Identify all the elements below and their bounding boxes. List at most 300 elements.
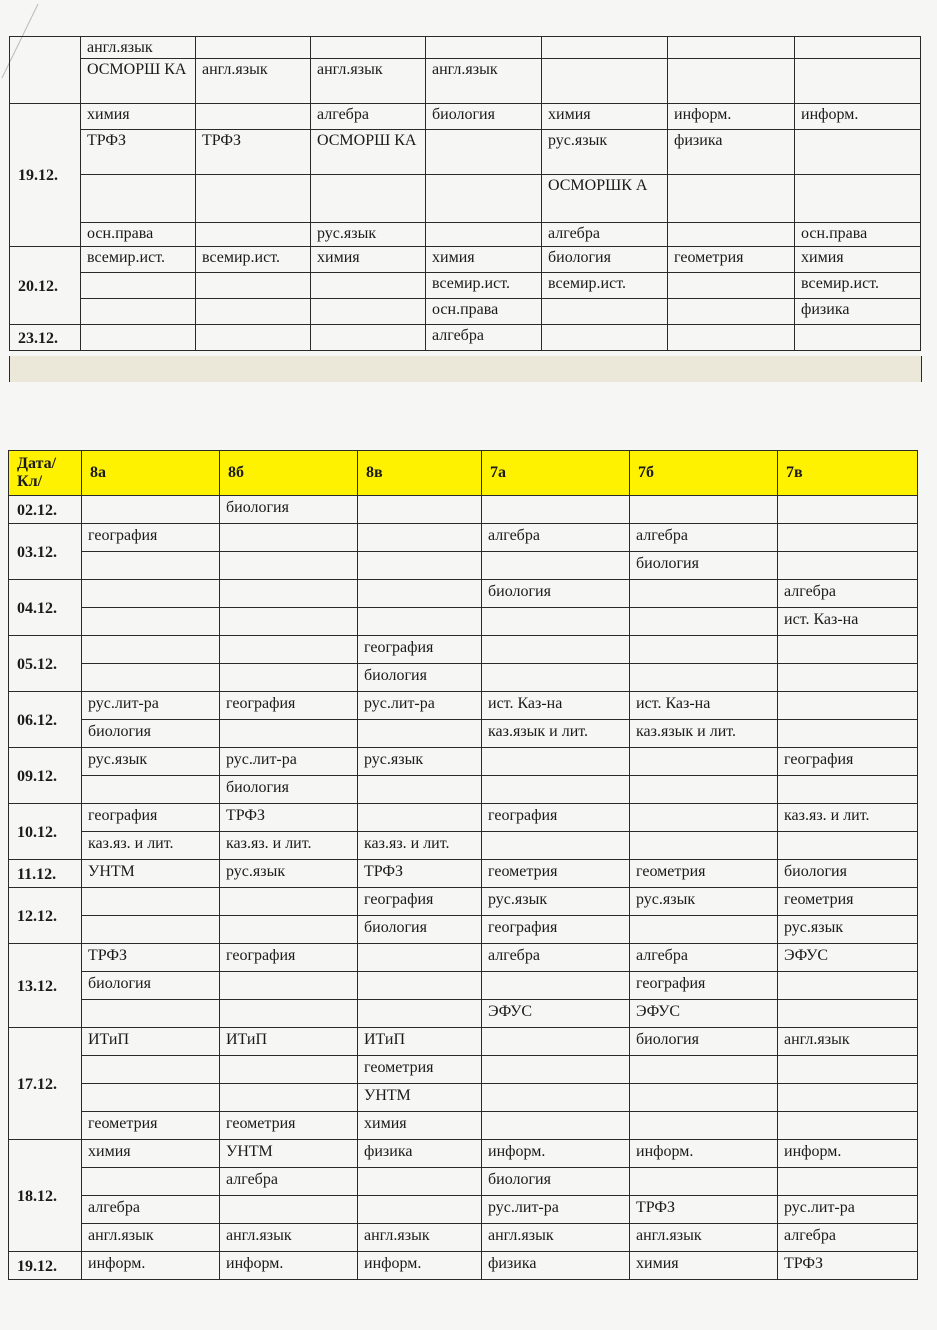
subject-cell: химия (311, 247, 426, 273)
table-row (9, 1252, 918, 1280)
subject-cell: алгебра (482, 944, 630, 972)
subject-cell (196, 104, 311, 130)
table-row (9, 1084, 918, 1112)
table-bottom-band (9, 356, 922, 382)
table-row (9, 1000, 918, 1028)
subject-cell (630, 496, 778, 524)
subject-cell: алгебра (311, 104, 426, 130)
subject-cell (82, 888, 220, 916)
table-row (9, 776, 918, 804)
subject-cell (358, 776, 482, 804)
subject-cell: геометрия (358, 1056, 482, 1084)
subject-cell (358, 720, 482, 748)
table-row (9, 496, 918, 524)
subject-cell: всемир.ист. (542, 273, 668, 299)
subject-cell (82, 916, 220, 944)
header-class-8b: 8б (220, 451, 358, 496)
subject-cell (778, 552, 918, 580)
subject-cell: геометрия (668, 247, 795, 273)
subject-cell (196, 273, 311, 299)
header-class-7a: 7а (482, 451, 630, 496)
subject-cell (82, 608, 220, 636)
subject-cell (482, 552, 630, 580)
subject-cell (482, 972, 630, 1000)
date-cell: 02.12. (9, 496, 82, 524)
table-row (10, 299, 921, 325)
subject-cell (220, 888, 358, 916)
date-cell: 10.12. (9, 804, 82, 860)
subject-cell: алгебра (630, 944, 778, 972)
subject-cell (220, 524, 358, 552)
subject-cell: рус.язык (311, 223, 426, 247)
subject-cell (81, 175, 196, 223)
subject-cell (358, 1196, 482, 1224)
subject-cell (220, 580, 358, 608)
date-cell: 18.12. (9, 1140, 82, 1252)
subject-cell (358, 972, 482, 1000)
date-cell: 20.12. (10, 247, 81, 325)
subject-cell (668, 223, 795, 247)
subject-cell: география (358, 636, 482, 664)
subject-cell (82, 1056, 220, 1084)
date-cell: 11.12. (9, 860, 82, 888)
subject-cell (778, 832, 918, 860)
subject-cell (196, 37, 311, 59)
subject-cell: ист. Каз-на (630, 692, 778, 720)
subject-cell: рус.язык (542, 130, 668, 175)
subject-cell: ТРФЗ (81, 130, 196, 175)
subject-cell: химия (82, 1140, 220, 1168)
subject-cell: геометрия (630, 860, 778, 888)
subject-cell (542, 59, 668, 104)
subject-cell (630, 1084, 778, 1112)
subject-cell (630, 664, 778, 692)
subject-cell: химия (795, 247, 921, 273)
subject-cell (778, 1056, 918, 1084)
subject-cell (196, 299, 311, 325)
subject-cell (81, 273, 196, 299)
subject-cell: англ.язык (426, 59, 542, 104)
header-class-8a: 8а (82, 451, 220, 496)
subject-cell: информ. (778, 1140, 918, 1168)
subject-cell (358, 804, 482, 832)
subject-cell (795, 59, 921, 104)
subject-cell (630, 636, 778, 664)
table-row (9, 748, 918, 776)
subject-cell (82, 552, 220, 580)
subject-cell: осн.права (795, 223, 921, 247)
subject-cell (220, 1000, 358, 1028)
table-row (9, 972, 918, 1000)
subject-cell: ист. Каз-на (778, 608, 918, 636)
subject-cell (358, 944, 482, 972)
subject-cell: география (482, 916, 630, 944)
subject-cell: биология (82, 720, 220, 748)
table-row (10, 175, 921, 223)
subject-cell: англ.язык (630, 1224, 778, 1252)
subject-cell (81, 299, 196, 325)
subject-cell: рус.язык (220, 860, 358, 888)
date-cell: 04.12. (9, 580, 82, 636)
subject-cell: химия (81, 104, 196, 130)
subject-cell (795, 130, 921, 175)
subject-cell (196, 175, 311, 223)
subject-cell: англ.язык (778, 1028, 918, 1056)
subject-cell (482, 664, 630, 692)
subject-cell: алгебра (482, 524, 630, 552)
subject-cell (778, 1084, 918, 1112)
subject-cell: геометрия (220, 1112, 358, 1140)
table-row (10, 130, 921, 175)
subject-cell: каз.яз. и лит. (220, 832, 358, 860)
subject-cell: ТРФЗ (82, 944, 220, 972)
subject-cell (220, 720, 358, 748)
date-cell: 23.12. (10, 325, 81, 351)
subject-cell: биология (82, 972, 220, 1000)
subject-cell: география (220, 944, 358, 972)
subject-cell (778, 692, 918, 720)
subject-cell: ист. Каз-на (482, 692, 630, 720)
table-row (9, 720, 918, 748)
table-row (10, 37, 921, 59)
subject-cell: биология (426, 104, 542, 130)
subject-cell (778, 524, 918, 552)
subject-cell: информ. (220, 1252, 358, 1280)
table-row (9, 1168, 918, 1196)
subject-cell: ЭФУС (482, 1000, 630, 1028)
subject-cell (795, 325, 921, 351)
date-cell: 05.12. (9, 636, 82, 692)
subject-cell: УНТМ (82, 860, 220, 888)
subject-cell: география (82, 524, 220, 552)
subject-cell (630, 1168, 778, 1196)
date-cell: 19.12. (9, 1252, 82, 1280)
subject-cell (426, 37, 542, 59)
header-class-8v: 8в (358, 451, 482, 496)
subject-cell: геометрия (82, 1112, 220, 1140)
subject-cell: каз.яз. и лит. (778, 804, 918, 832)
subject-cell: физика (482, 1252, 630, 1280)
subject-cell: рус.язык (82, 748, 220, 776)
schedule-table-top (9, 36, 921, 351)
subject-cell (542, 325, 668, 351)
table-row (9, 692, 918, 720)
subject-cell (778, 496, 918, 524)
subject-cell (311, 175, 426, 223)
subject-cell: ТРФЗ (358, 860, 482, 888)
subject-cell: география (82, 804, 220, 832)
table-row (9, 916, 918, 944)
subject-cell: алгебра (220, 1168, 358, 1196)
subject-cell: рус.язык (482, 888, 630, 916)
subject-cell (220, 664, 358, 692)
date-cell: 17.12. (9, 1028, 82, 1140)
subject-cell (778, 1168, 918, 1196)
table-row (9, 664, 918, 692)
subject-cell: ИТиП (220, 1028, 358, 1056)
subject-cell: география (778, 748, 918, 776)
subject-cell (311, 273, 426, 299)
subject-cell: всемир.ист. (426, 273, 542, 299)
subject-cell: рус.язык (358, 748, 482, 776)
subject-cell (668, 37, 795, 59)
subject-cell: биология (630, 1028, 778, 1056)
table-row (10, 223, 921, 247)
subject-cell (630, 748, 778, 776)
subject-cell: алгебра (542, 223, 668, 247)
subject-cell: каз.яз. и лит. (358, 832, 482, 860)
subject-cell (482, 776, 630, 804)
subject-cell (482, 1084, 630, 1112)
subject-cell: каз.яз. и лит. (82, 832, 220, 860)
subject-cell: биология (482, 1168, 630, 1196)
subject-cell: англ.язык (82, 1224, 220, 1252)
table-row (9, 1112, 918, 1140)
subject-cell: химия (542, 104, 668, 130)
subject-cell (630, 776, 778, 804)
subject-cell: физика (795, 299, 921, 325)
table-row (9, 636, 918, 664)
subject-cell (358, 608, 482, 636)
subject-cell (778, 972, 918, 1000)
subject-cell (482, 748, 630, 776)
date-cell: 06.12. (9, 692, 82, 748)
subject-cell: физика (668, 130, 795, 175)
subject-cell: химия (426, 247, 542, 273)
subject-cell: алгебра (82, 1196, 220, 1224)
subject-cell: алгебра (630, 524, 778, 552)
subject-cell: биология (778, 860, 918, 888)
subject-cell: всемир.ист. (196, 247, 311, 273)
subject-cell: ТРФЗ (196, 130, 311, 175)
subject-cell: химия (358, 1112, 482, 1140)
table-row (10, 247, 921, 273)
subject-cell: ТРФЗ (778, 1252, 918, 1280)
subject-cell (358, 1168, 482, 1196)
subject-cell (778, 1112, 918, 1140)
subject-cell (795, 175, 921, 223)
subject-cell: ОСМОРШ КА (311, 130, 426, 175)
subject-cell: география (358, 888, 482, 916)
subject-cell (311, 299, 426, 325)
subject-cell: информ. (482, 1140, 630, 1168)
subject-cell: УНТМ (358, 1084, 482, 1112)
subject-cell (668, 299, 795, 325)
subject-cell (81, 325, 196, 351)
subject-cell (778, 720, 918, 748)
subject-cell (668, 325, 795, 351)
table-row (9, 1140, 918, 1168)
subject-cell (482, 496, 630, 524)
subject-cell (426, 130, 542, 175)
subject-cell (778, 636, 918, 664)
subject-cell (630, 608, 778, 636)
subject-cell: ОСМОРШК А (542, 175, 668, 223)
subject-cell (82, 1000, 220, 1028)
subject-cell: информ. (358, 1252, 482, 1280)
subject-cell: всемир.ист. (795, 273, 921, 299)
subject-cell (358, 496, 482, 524)
subject-cell: рус.лит-ра (778, 1196, 918, 1224)
table-row (9, 832, 918, 860)
subject-cell: геометрия (482, 860, 630, 888)
subject-cell: ИТиП (358, 1028, 482, 1056)
subject-cell (82, 636, 220, 664)
subject-cell (220, 972, 358, 1000)
subject-cell: алгебра (426, 325, 542, 351)
subject-cell: алгебра (778, 1224, 918, 1252)
date-cell: 13.12. (9, 944, 82, 1028)
date-cell (10, 37, 81, 104)
header-date-class: Дата/ Кл/ (9, 451, 82, 496)
subject-cell (482, 636, 630, 664)
subject-cell: рус.лит-ра (358, 692, 482, 720)
subject-cell (311, 325, 426, 351)
subject-cell: рус.язык (778, 916, 918, 944)
subject-cell: география (220, 692, 358, 720)
table-row (9, 888, 918, 916)
subject-cell: ИТиП (82, 1028, 220, 1056)
subject-cell: ТРФЗ (220, 804, 358, 832)
subject-cell (630, 832, 778, 860)
subject-cell: информ. (668, 104, 795, 130)
subject-cell (426, 223, 542, 247)
subject-cell: англ.язык (482, 1224, 630, 1252)
subject-cell (668, 273, 795, 299)
table-row (10, 104, 921, 130)
subject-cell: рус.лит-ра (220, 748, 358, 776)
table-row (9, 1196, 918, 1224)
subject-cell (630, 1112, 778, 1140)
table-row (9, 524, 918, 552)
subject-cell: УНТМ (220, 1140, 358, 1168)
subject-cell: англ.язык (311, 59, 426, 104)
subject-cell (778, 776, 918, 804)
subject-cell (778, 664, 918, 692)
subject-cell (358, 580, 482, 608)
table-row (9, 1224, 918, 1252)
subject-cell (220, 916, 358, 944)
header-class-7b: 7б (630, 451, 778, 496)
subject-cell: англ.язык (220, 1224, 358, 1252)
subject-cell (220, 552, 358, 580)
subject-cell (358, 552, 482, 580)
subject-cell (196, 325, 311, 351)
subject-cell (482, 608, 630, 636)
subject-cell (82, 664, 220, 692)
subject-cell: всемир.ист. (81, 247, 196, 273)
subject-cell (668, 59, 795, 104)
subject-cell: химия (630, 1252, 778, 1280)
subject-cell: каз.язык и лит. (630, 720, 778, 748)
subject-cell (778, 1000, 918, 1028)
subject-cell: физика (358, 1140, 482, 1168)
subject-cell (668, 175, 795, 223)
subject-cell: биология (358, 916, 482, 944)
subject-cell (630, 916, 778, 944)
subject-cell (358, 1000, 482, 1028)
date-cell: 12.12. (9, 888, 82, 944)
subject-cell (482, 832, 630, 860)
subject-cell: ОСМОРШ КА (81, 59, 196, 104)
subject-cell: рус.язык (630, 888, 778, 916)
date-cell: 09.12. (9, 748, 82, 804)
table-row (9, 804, 918, 832)
schedule-table-main (8, 450, 918, 1280)
subject-cell: англ.язык (81, 37, 196, 59)
subject-cell (482, 1028, 630, 1056)
subject-cell (220, 636, 358, 664)
table-row (10, 59, 921, 104)
subject-cell (630, 804, 778, 832)
subject-cell (795, 37, 921, 59)
subject-cell: география (630, 972, 778, 1000)
table-row (9, 860, 918, 888)
subject-cell: осн.права (426, 299, 542, 325)
subject-cell: каз.язык и лит. (482, 720, 630, 748)
subject-cell (630, 580, 778, 608)
subject-cell (82, 1168, 220, 1196)
subject-cell (542, 37, 668, 59)
subject-cell: информ. (795, 104, 921, 130)
subject-cell (220, 1056, 358, 1084)
subject-cell (220, 1196, 358, 1224)
subject-cell (311, 37, 426, 59)
subject-cell (82, 1084, 220, 1112)
subject-cell: осн.права (81, 223, 196, 247)
date-cell: 19.12. (10, 104, 81, 247)
subject-cell (220, 608, 358, 636)
subject-cell (426, 175, 542, 223)
subject-cell: биология (220, 776, 358, 804)
subject-cell: ЭФУС (630, 1000, 778, 1028)
table-row (10, 273, 921, 299)
subject-cell: биология (358, 664, 482, 692)
subject-cell: ТРФЗ (630, 1196, 778, 1224)
subject-cell: информ. (630, 1140, 778, 1168)
subject-cell: ЭФУС (778, 944, 918, 972)
subject-cell (358, 524, 482, 552)
subject-cell (482, 1056, 630, 1084)
header-row (9, 451, 918, 496)
subject-cell: биология (482, 580, 630, 608)
subject-cell (542, 299, 668, 325)
table-row (9, 1056, 918, 1084)
subject-cell: алгебра (778, 580, 918, 608)
subject-cell (220, 1084, 358, 1112)
table-row (9, 608, 918, 636)
subject-cell (482, 1112, 630, 1140)
table-row (9, 1028, 918, 1056)
table-row (9, 944, 918, 972)
subject-cell: геометрия (778, 888, 918, 916)
header-class-7v: 7в (778, 451, 918, 496)
subject-cell (82, 776, 220, 804)
subject-cell: англ.язык (358, 1224, 482, 1252)
subject-cell: рус.лит-ра (82, 692, 220, 720)
subject-cell: рус.лит-ра (482, 1196, 630, 1224)
table-row (9, 580, 918, 608)
subject-cell (82, 496, 220, 524)
subject-cell: биология (630, 552, 778, 580)
table-row (9, 552, 918, 580)
subject-cell: англ.язык (196, 59, 311, 104)
date-cell: 03.12. (9, 524, 82, 580)
subject-cell: биология (542, 247, 668, 273)
subject-cell (82, 580, 220, 608)
subject-cell (630, 1056, 778, 1084)
table-row (10, 325, 921, 351)
